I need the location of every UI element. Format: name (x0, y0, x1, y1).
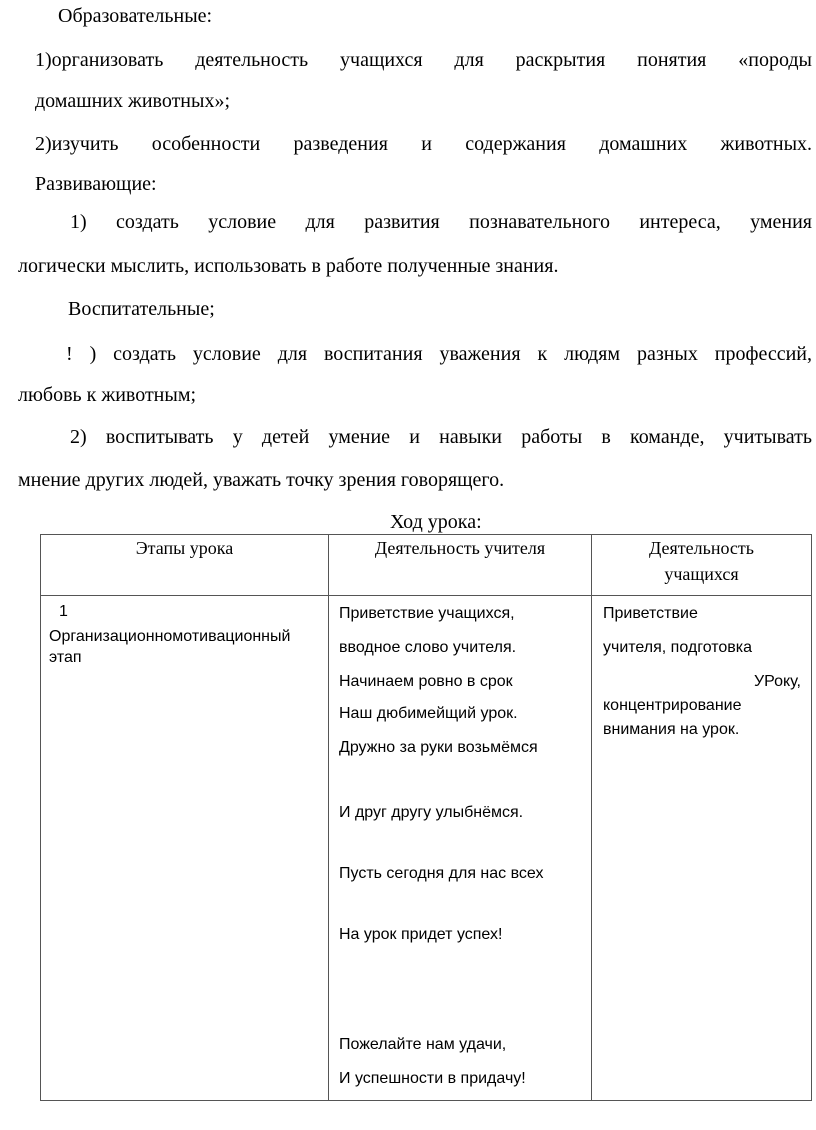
lesson-table (40, 534, 812, 1101)
educational-label: Образовательные: (58, 5, 213, 27)
student-line: концентрирование (603, 697, 742, 714)
stage-number: 1 (59, 603, 68, 620)
student-line: Приветствие (603, 605, 698, 622)
table-header-row (41, 535, 812, 596)
teacher-line: вводное слово учителя. (339, 639, 517, 656)
header-student-text: Деятельность учащихся (649, 538, 754, 584)
educational-item-1-line-1: 1)организовать деятельность учащихся для раскрытия понятия «породы (35, 49, 812, 71)
header-teacher-text: Деятельность учителя (374, 538, 546, 558)
header-stages (41, 535, 329, 596)
student-cell (592, 596, 812, 1101)
teacher-line: Пожелайте нам удачи, (339, 1036, 507, 1053)
stage-name: Организационномотивационный (49, 628, 291, 645)
teacher-line: На урок придет успех! (339, 926, 503, 943)
header-stages-text: Этапы урока (135, 538, 234, 558)
teacher-line: И друг другу улыбнёмся. (339, 804, 524, 821)
educational-item-1-line-2: домашних животных»; (35, 90, 230, 112)
table-row (41, 596, 812, 1101)
teacher-line: Пусть сегодня для нас всех (339, 865, 544, 882)
lesson-title: Ход урока: (390, 511, 482, 533)
upbringing-item-1-line-2: любовь к животным; (18, 384, 197, 406)
upbringing-label: Воспитательные; (68, 298, 215, 320)
upbringing-item-2-line-2: мнение других людей, уважать точку зрения говорящего. (18, 469, 505, 491)
student-line: УРоку, (753, 673, 801, 690)
student-line: учителя, подготовка (603, 639, 753, 656)
developmental-item-1-line-2: логически мыслить, использовать в работе полученные знания. (18, 255, 559, 277)
developmental-item-1-line-1: 1) создать условие для развития познавательного интереса, умения (70, 211, 812, 233)
teacher-line: Дружно за руки возьмёмся (339, 739, 538, 756)
educational-item-2: 2)изучить особенности разведения и содержания домашних животных. (35, 133, 812, 155)
stage-cell (41, 596, 329, 1101)
student-line: внимания на урок. (603, 721, 740, 738)
developmental-label: Развивающие: (35, 173, 157, 195)
stage-name-2: этап (49, 649, 82, 666)
upbringing-item-2-line-1: 2) воспитывать у детей умение и навыки работы в команде, учитывать (70, 426, 812, 448)
teacher-line: Наш дюбимейщий урок. (339, 705, 518, 722)
teacher-line: Приветствие учащихся, (339, 605, 515, 622)
upbringing-item-1-line-1: ! ) создать условие для воспитания уважения к людям разных профессий, (66, 343, 812, 365)
header-teacher-activity (329, 535, 592, 596)
teacher-line: Начинаем ровно в срок (339, 673, 513, 690)
header-student-activity (592, 535, 812, 596)
teacher-line: И успешности в придачу! (339, 1070, 526, 1087)
teacher-cell (329, 596, 592, 1101)
